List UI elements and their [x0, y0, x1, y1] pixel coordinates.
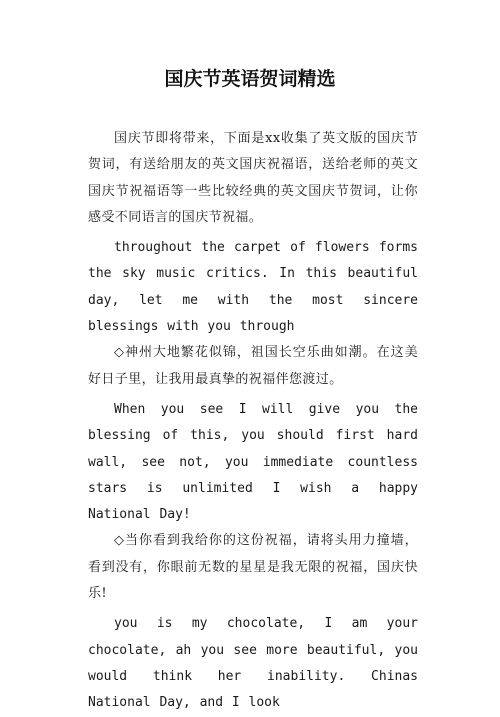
paragraph-chinese-2: ◇当你看到我给你的这份祝福，请将头用力撞墙，看到没有，你眼前无数的星星是我无限的祝福，国庆快乐!: [88, 533, 418, 602]
paragraph-english-3: you is my chocolate, I am your chocolate, ah you see more beautiful, you would think her inability. Chinas National Day, and I look: [88, 616, 418, 711]
paragraph-english-1: throughout the carpet of flowers forms the sky music critics. In this beautiful day, let me with the most sincere blessings with you through: [88, 240, 418, 335]
paragraph-intro: 国庆节即将带来，下面是xx收集了英文版的国庆节贺词，有送给朋友的英文国庆祝福语，送给老师的英文国庆节祝福语等一些比较经典的英文国庆节贺词，让你感受不同语言的国庆节祝福。: [88, 131, 418, 225]
paragraph-english-2: When you see I will give you the blessing of this, you should first hard wall, see not, you immediate countless stars is unlimited I wish a happy National Day!: [88, 401, 418, 523]
document-title: 国庆节英语贺词精选: [164, 68, 336, 90]
paragraph-chinese-1: ◇神州大地繁花似锦，祖国长空乐曲如潮。在这美好日子里，让我用最真挚的祝福伴您渡过。: [88, 345, 418, 387]
document-body: [88, 126, 418, 717]
